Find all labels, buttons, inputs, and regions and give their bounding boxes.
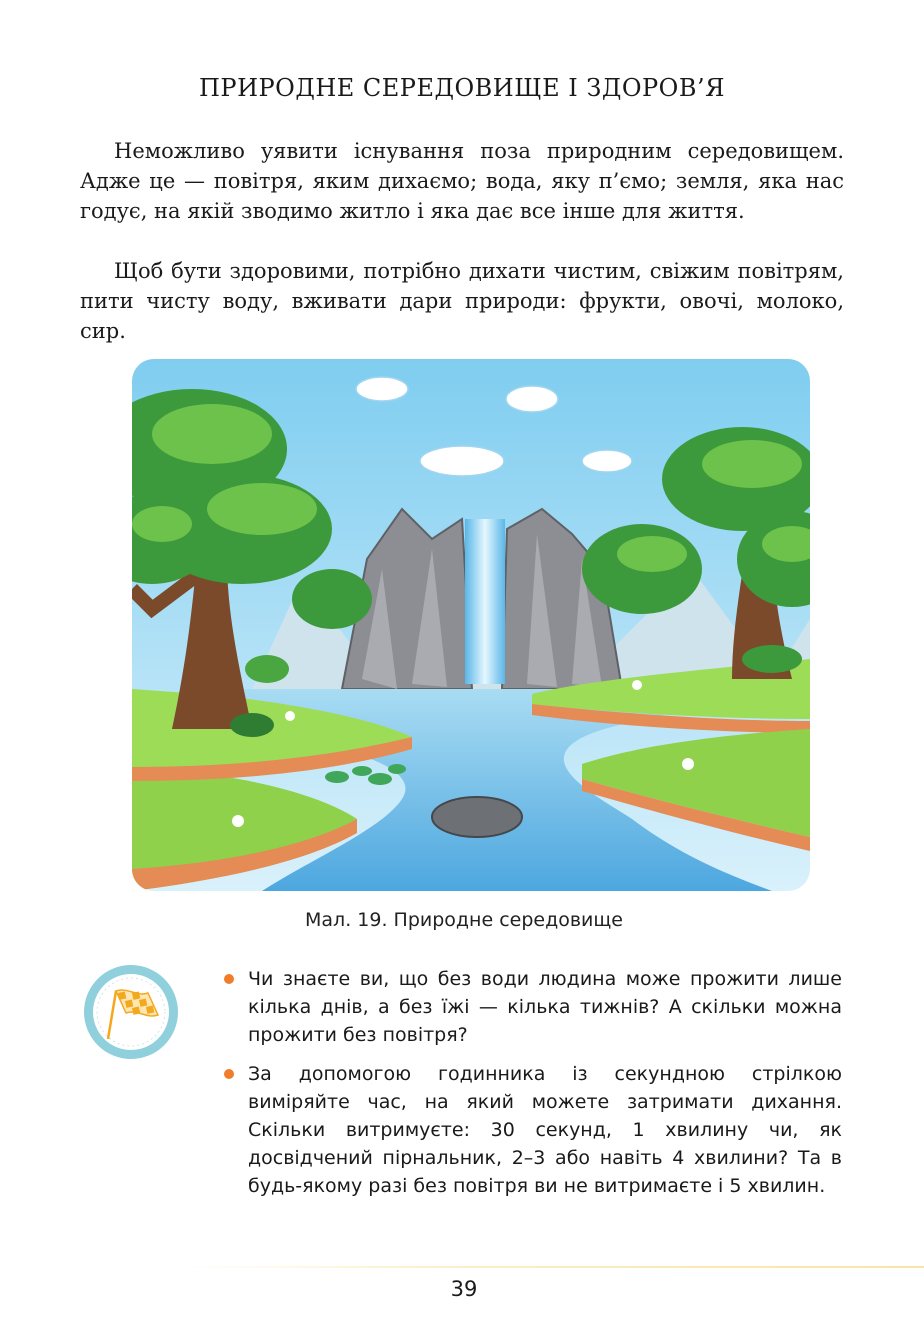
footer-divider [180,1266,924,1268]
figure-caption: Мал. 19. Природне середовище [305,909,623,931]
paragraph-1: Неможливо уявити існування поза природним середовищем. Адже це — повітря, яким дихаємо; вода, яку п’ємо; земля, яка нас годує, на якій зводимо житло і яка дає все інше для життя. [80,139,844,223]
activity-list [222,965,842,1200]
checkered-flag-icon [82,963,180,1061]
paragraph-2: Щоб бути здоровими, потрібно дихати чистим, свіжим повітрям, пити чисту воду, вживати дари природи: фрукти, овочі, молоко, сир. [80,259,844,343]
activity-badge [82,963,180,1061]
page-title: ПРИРОДНЕ СЕРЕДОВИЩЕ І ЗДОРОВ’Я [199,74,725,102]
activity-bullet-1: Чи знаєте ви, що без води людина може прожити лише кілька днів, а без їжі — кілька тижнів? А скільки можна прожити без повітря? [222,965,842,1049]
nature-illustration [132,359,810,891]
activity-bullet-2: За допомогою годинника із секундною стрілкою виміряйте час, на який можете затримати дихання. Скільки витримуєте: 30 секунд, 1 хвилину чи, як досвідчений пірнальник, 2–3 або навіть 4 хвилини? Та в будь-якому разі без повітря ви не витримаєте і 5 хвилин. [222,1060,842,1200]
page-number: 39 [450,1277,478,1301]
waterfall-landscape-image [132,359,810,891]
